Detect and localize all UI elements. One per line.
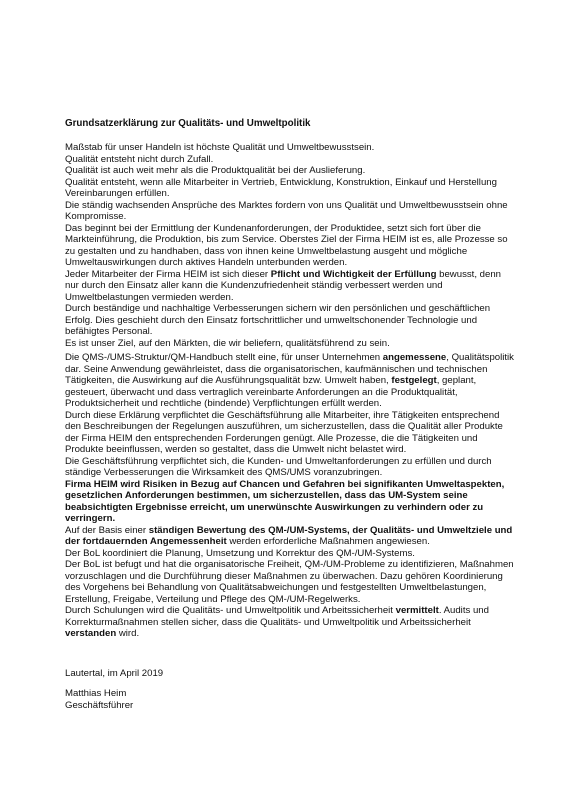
bold-text: verstanden [65,628,117,639]
paragraph [65,352,515,410]
paragraph [65,525,515,548]
bold-text: Pflicht und Wichtigkeit der Erfüllung [270,268,437,280]
paragraph: Durch beständige und nachhaltige Verbesserungen sichern wir den persönlichen und geschäftlichen Erfolg. Dies geschieht durch den Einsatz fortschrittlicher und umweltschonender Technologie und befähigtes Personal. [65,303,491,337]
policy-section-1 [65,142,515,349]
text-run: Jeder Mitarbeiter der Firma HEIM ist sich dieser [65,268,271,280]
text-run: werden erforderliche Maßnahmen angewiesen. [226,536,430,547]
paragraph [65,269,515,304]
paragraph: Der BoL koordiniert die Planung, Umsetzung und Korrektur des QM-/UM-Systems. [65,547,415,559]
text-run: bewusst, denn nur durch den Einsatz aller kann die Kundenzufriedenheit ständig verbessert werden und Umweltbelastungen vermieden werden. [65,268,502,303]
paragraph: Der BoL ist befugt und hat die organisatorische Freiheit, QM-/UM-Probleme zu identifizieren, Maßnahmen vorzuschlagen und die Durchführung dieser Maßnahmen zu überwachen. Dazu gehören Koordinierung des Vorgehens bei Behandlung von Qualitätsabweichungen und festgestellten Umweltbelastungen, Erstellung, Freigabe, Verteilung und Pflege des QM-/UM-Regelwerks. [65,559,514,605]
bold-text: ständigen Bewertung des QM-/UM-Systems, der Qualitäts- und Umweltziele und der fortdauernden Angemessenheit [65,524,513,547]
text-run: . Audits und Korrekturmaßnahmen stellen sicher, dass die Qualitäts- und Umweltpolitik und Arbeitssicherheit [65,605,489,628]
signer-name: Matthias Heim [65,688,127,699]
paragraph: Das beginnt bei der Ermittlung der Kundenanforderungen, der Produktidee, setzt sich fort über die Markteinführung, die Produktion, bis zum Service. Oberstes Ziel der Firma HEIM ist es, alle Prozesse so zu gestalten und zu handhaben, dass von ihnen keine Umweltbelastung ausgeht und mögliche Umweltauswirkungen durch aktives Handeln unterbunden werden. [65,222,508,268]
paragraph: Maßstab für unser Handeln ist höchste Qualität und Umweltbewusstsein. [65,142,375,153]
bold-text: vermittelt [395,605,439,616]
paragraph [65,605,515,640]
paragraph: Durch diese Erklärung verpflichtet die Geschäftsführung alle Mitarbeiter, ihre Tätigkeiten entsprechend den Beschreibungen der Regelungen auszuführen, um sicherzustellen, dass die Qualität aller Produkte der Firma HEIM den entsprechenden Forderungen genügt. Alle Prozesse, die die Tätigkeiten und Produkte beeinflussen, werden so gestaltet, dass die Umwelt nicht belastet wird. [65,409,503,455]
paragraph: Die ständig wachsenden Ansprüche des Marktes fordern von uns Qualität und Umweltbewusstsein ohne Kompromisse. [65,199,508,222]
text-run: , geplant, gesteuert, überwacht und dass vertraglich vereinbarte Anforderungen an die Produktqualität, Produktsicherheit und rechtliche (bindende) Verpflichtungen erfüllt werden. [65,375,477,409]
text-run: , Qualitätspolitik dar. Seine Anwendung gewährleistet, dass die organisatorischen, kaufmännischen und technischen Tätigkeiten, die Auswirkung auf die Ausführungsqualität bzw. Umwelt haben, [65,352,514,386]
bold-text: festgelegt [391,375,437,386]
paragraph-bold [65,479,515,525]
place-date: Lautertal, im April 2019 [65,668,164,679]
paragraph: Qualität entsteht, wenn alle Mitarbeiter in Vertrieb, Entwicklung, Konstruktion, Einkauf und Herstellung Vereinbarungen erfüllen. [65,176,497,199]
paragraph: Qualität entsteht nicht durch Zufall. [65,153,214,165]
text-run: Auf der Basis einer [65,524,149,536]
document-title: Grundsatzerklärung zur Qualitäts- und Umweltpolitik [65,118,311,129]
text-run: Durch Schulungen wird die Qualitäts- und Umweltpolitik und Arbeitssicherheit [65,605,396,616]
paragraph: Die Geschäftsführung verpflichtet sich, die Kunden- und Umweltanforderungen zu erfüllen und durch ständige Verbesserungen die Wirksamkeit des QMS/UMS voranzubringen. [65,455,492,478]
signature-block [65,688,133,711]
paragraph: Es ist unser Ziel, auf den Märkten, die wir beliefern, qualitätsführend zu sein. [65,337,390,349]
text-run: Die QMS-/UMS-Struktur/QM-Handbuch stellt eine, für unser Unternehmen [65,352,383,363]
policy-section-2 [65,352,515,640]
bold-text: angemessene [382,352,447,363]
paragraph: Qualität ist auch weit mehr als die Produktqualität bei der Auslieferung. [65,165,366,176]
signer-role: Geschäftsführer [65,699,134,711]
bold-text: Firma HEIM wird Risiken in Bezug auf Chancen und Gefahren bei signifikanten Umweltaspekten, gesetzlichen Anforderungen bestimmen, um sicherzustellen, dass das UM-System seine beabsichtigten Ergebnisse erreicht, um unerwünschte Auswirkungen zu verhindern oder zu verringern. [65,478,505,524]
text-run: wird. [116,628,140,639]
